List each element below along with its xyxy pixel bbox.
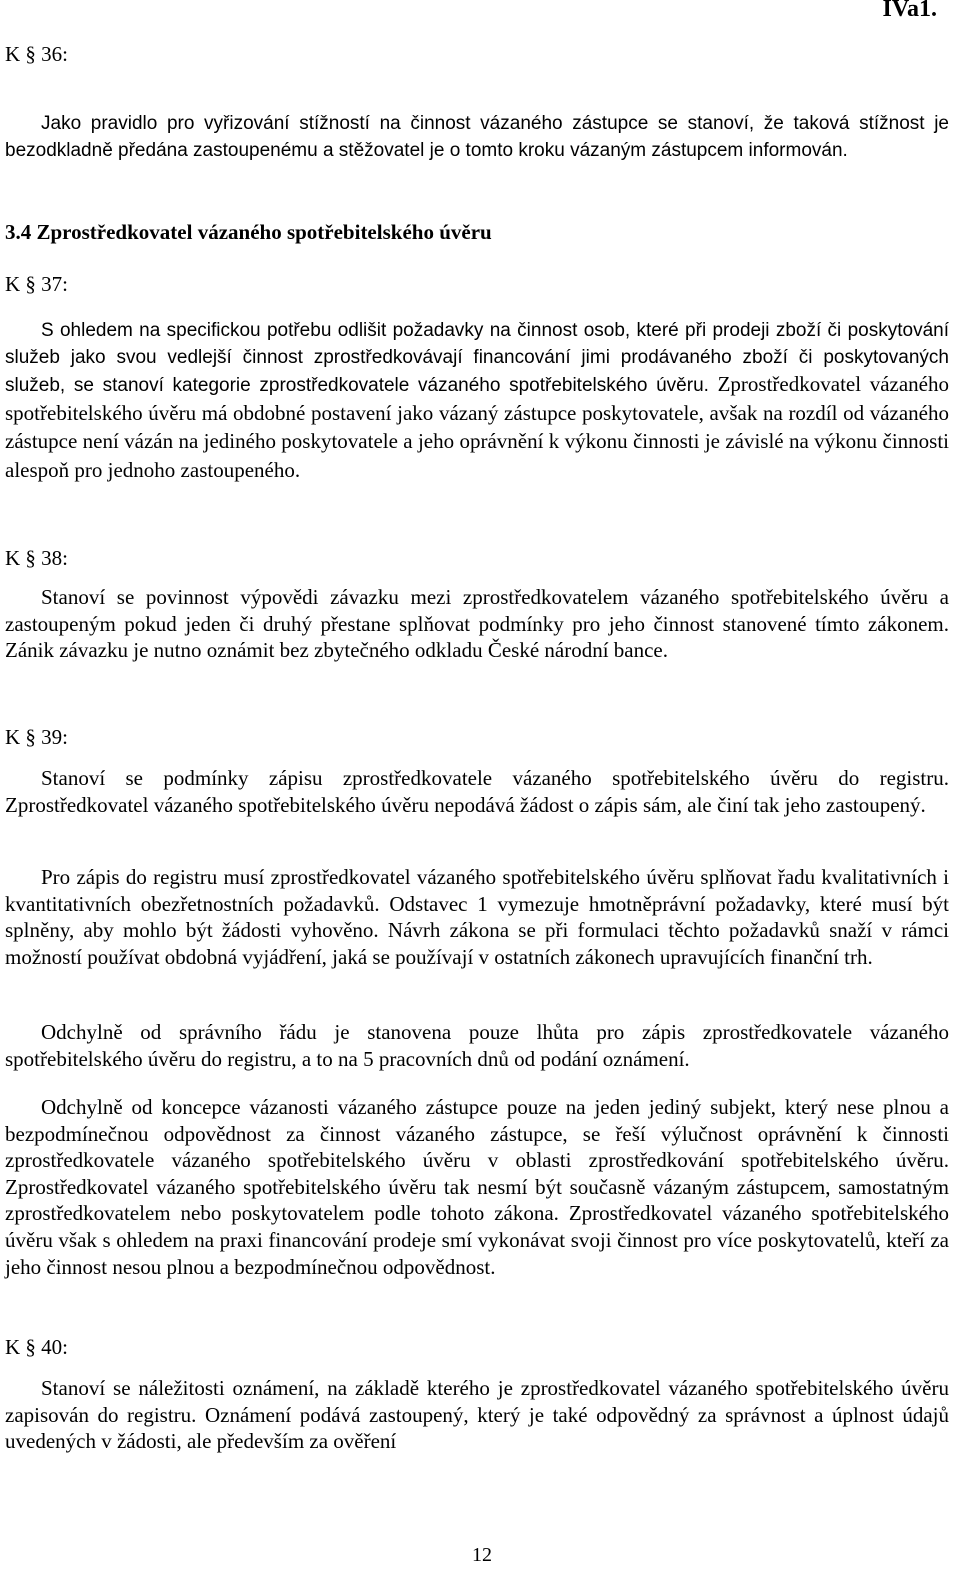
paragraph-40-1: Stanoví se náležitosti oznámení, na základě kterého je zprostředkovatel vázaného spotřebitelského úvěru zapisován do registru. Oznámení podává zastoupený, který je také odpovědný za správnost a úplnost údajů uvedených v žádosti, ale především za ověření [5, 1376, 949, 1454]
section-heading-40: K § 40: [5, 1335, 68, 1359]
page-number: 12 [472, 1544, 492, 1566]
paragraph-37-1-sans: S ohledem na specifickou potřebu odlišit požadavky na činnost osob, které při prodeji zboží či poskytování služeb jako svou vedlejší činnost zprostředkovávají financování jimi prodávaného zboží či poskytovaných služeb, se stanoví kategorie zprostředkovatele vázaného spotřebitelského úvěru. [5, 320, 949, 397]
paragraph-39-4: Odchylně od koncepce vázanosti vázaného zástupce pouze na jeden jediný subjekt, který nese plnou a bezpodmínečnou odpovědnost za činnost vázaného zástupce, se řeší výlučnost oprávnění k činnosti zprostředkovatele vázaného spotřebitelského úvěru v oblasti zprostředkování spotřebitelského úvěru. Zprostředkovatel vázaného spotřebitelského úvěru tak nesmí být současně vázaným zástupcem, samostatným zprostředkovatelem nebo poskytovatelem podle tohoto zákona. Zprostředkovatel vázaného spotřebitelského úvěru však s ohledem na praxi financování prodeje smí vykonávat svoji činnost pro více poskytovatelů, kteří za jeho činnost nesou plnou a bezpodmínečnou odpovědnost. [5, 1095, 949, 1279]
paragraph-38-1: Stanoví se povinnost výpovědi závazku mezi zprostředkovatelem vázaného spotřebitelského úvěru a zastoupeným pokud jeden či druhý přestane splňovat podmínky pro jeho činnost stanovené tímto zákonem. Zánik závazku je nutno oznámit bez zbytečného odkladu České národní bance. [5, 585, 949, 663]
section-heading-38: K § 38: [5, 546, 68, 570]
paragraph-37-1-serif: Zprostředkovatel vázaného spotřebitelského úvěru má obdobné postavení jako vázaný zástupce poskytovatele, avšak na rozdíl od vázaného zástupce není vázán na jediného poskytovatele a jeho oprávnění k výkonu činnosti je závislé na výkonu činnosti alespoň pro jednoho zastoupeného. [5, 372, 949, 482]
chapter-heading-3-4: 3.4 Zprostředkovatel vázaného spotřebitelského úvěru [5, 220, 492, 244]
section-heading-36: K § 36: [5, 42, 68, 66]
paragraph-39-2: Pro zápis do registru musí zprostředkovatel vázaného spotřebitelského úvěru splňovat řadu kvalitativních i kvantitativních obezřetnostních požadavků. Odstavec 1 vymezuje hmotněprávní požadavky, které musí být splněny, aby mohlo být žádosti vyhověno. Návrh zákona se při formulaci těchto požadavků snaží v rámci možností používat obdobná vyjádření, jaká se používají v ostatních zákonech upravujících finanční trh. [5, 865, 949, 969]
paragraph-37-1 [5, 318, 949, 486]
section-heading-39: K § 39: [5, 725, 68, 749]
paragraph-39-1: Stanoví se podmínky zápisu zprostředkovatele vázaného spotřebitelského úvěru do registru. Zprostředkovatel vázaného spotřebitelského úvěru nepodává žádost o zápis sám, ale činí tak jeho zastoupený. [5, 766, 949, 817]
document-code: IVa1. [882, 0, 937, 22]
paragraph-39-3: Odchylně od správního řádu je stanovena pouze lhůta pro zápis zprostředkovatele vázaného spotřebitelského úvěru do registru, a to na 5 pracovních dnů od podání oznámení. [5, 1020, 949, 1071]
paragraph-36-1: Jako pravidlo pro vyřizování stížností na činnost vázaného zástupce se stanoví, že taková stížnost je bezodkladně předána zastoupenému a stěžovatel je o tomto kroku vázaným zástupcem informován. [5, 113, 949, 161]
section-heading-37: K § 37: [5, 272, 68, 296]
